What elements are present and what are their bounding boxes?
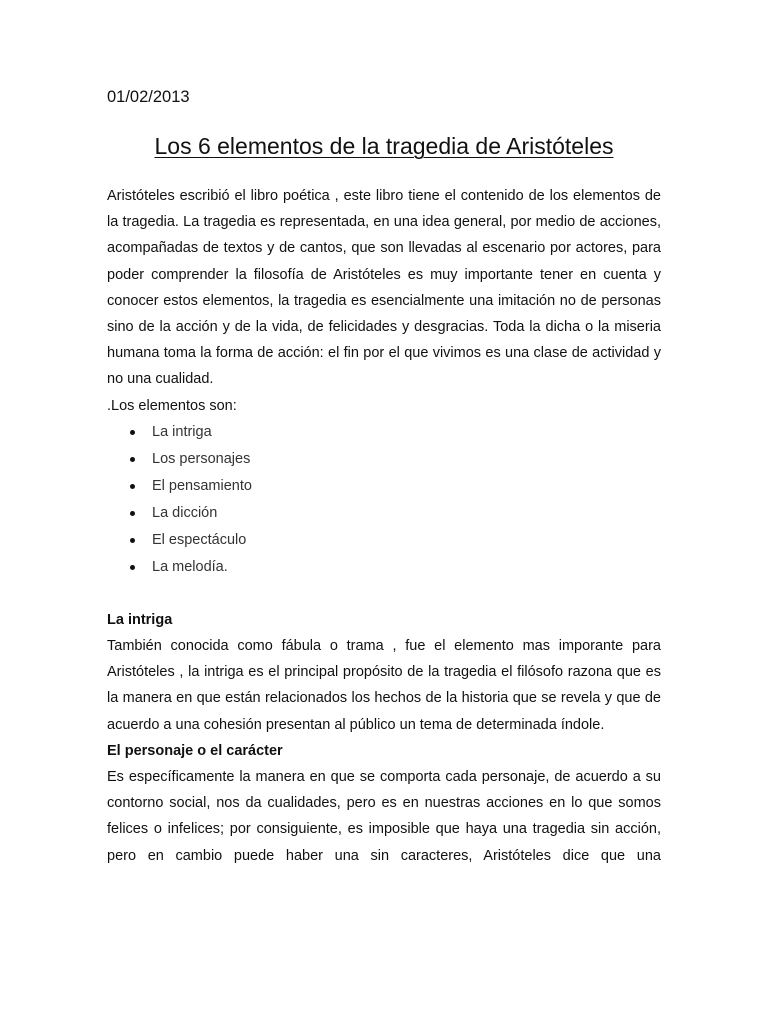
section-heading-personaje: El personaje o el carácter: [107, 742, 283, 759]
bullet-icon: [130, 538, 135, 543]
list-item-label: La melodía.: [152, 558, 228, 575]
list-item: [107, 419, 661, 446]
list-item: [107, 500, 661, 527]
list-item-label: Los personajes: [152, 450, 251, 467]
list-item: [107, 446, 661, 473]
list-item-label: El pensamiento: [152, 477, 252, 494]
document-title: Los 6 elementos de la tragedia de Aristóteles: [154, 133, 614, 159]
section-text-personaje: Es específicamente la manera en que se comporta cada personaje, de acuerdo a su contorno social, nos da cualidades, pero es en nuestras acciones en lo que somos felices o infelices; por consiguiente, es imposible que haya una tragedia sin acción, pero en cambio puede haber una sin caracteres, Aristóteles dice que una: [107, 769, 661, 864]
section-spacer: [107, 581, 661, 607]
list-item: [107, 554, 661, 581]
bullet-icon: [130, 565, 135, 570]
bullet-icon: [130, 484, 135, 489]
bullet-icon: [130, 511, 135, 516]
list-item-label: La dicción: [152, 504, 218, 521]
bullet-icon: [130, 457, 135, 462]
list-item-label: La intriga: [152, 423, 212, 440]
document-date: 01/02/2013: [107, 88, 190, 106]
section-heading-intriga: La intriga: [107, 611, 173, 628]
section-text-intriga: También conocida como fábula o trama , fue el elemento mas imporante para Aristóteles , la intriga es el principal propósito de la tragedia el filósofo razona que es la manera en que están relacionados los hechos de la historia que se revela y que de acuerdo a una cohesión presentan al público un tema de determinada índole.: [107, 638, 661, 733]
bullet-icon: [130, 430, 135, 435]
list-item-label: El espectáculo: [152, 531, 247, 548]
list-item: [107, 527, 661, 554]
elements-intro: .Los elementos son:: [107, 397, 237, 414]
intro-paragraph: Aristóteles escribió el libro poética , este libro tiene el contenido de los elementos de la tragedia. La tragedia es representada, en una idea general, por medio de acciones, acompañadas de textos y de cantos, que son llevadas al escenario por actores, para poder comprender la filosofía de Aristóteles es muy importante tener en cuenta y conocer estos elementos, la tragedia es esencialmente una imitación no de personas sino de la acción y de la vida, de felicidades y desgracias. Toda la dicha o la miseria humana toma la forma de acción: el fin por el que vivimos es una clase de actividad y no una cualidad.: [107, 188, 661, 388]
document-body: [107, 183, 661, 869]
list-item: [107, 473, 661, 500]
elements-list: [107, 419, 661, 581]
